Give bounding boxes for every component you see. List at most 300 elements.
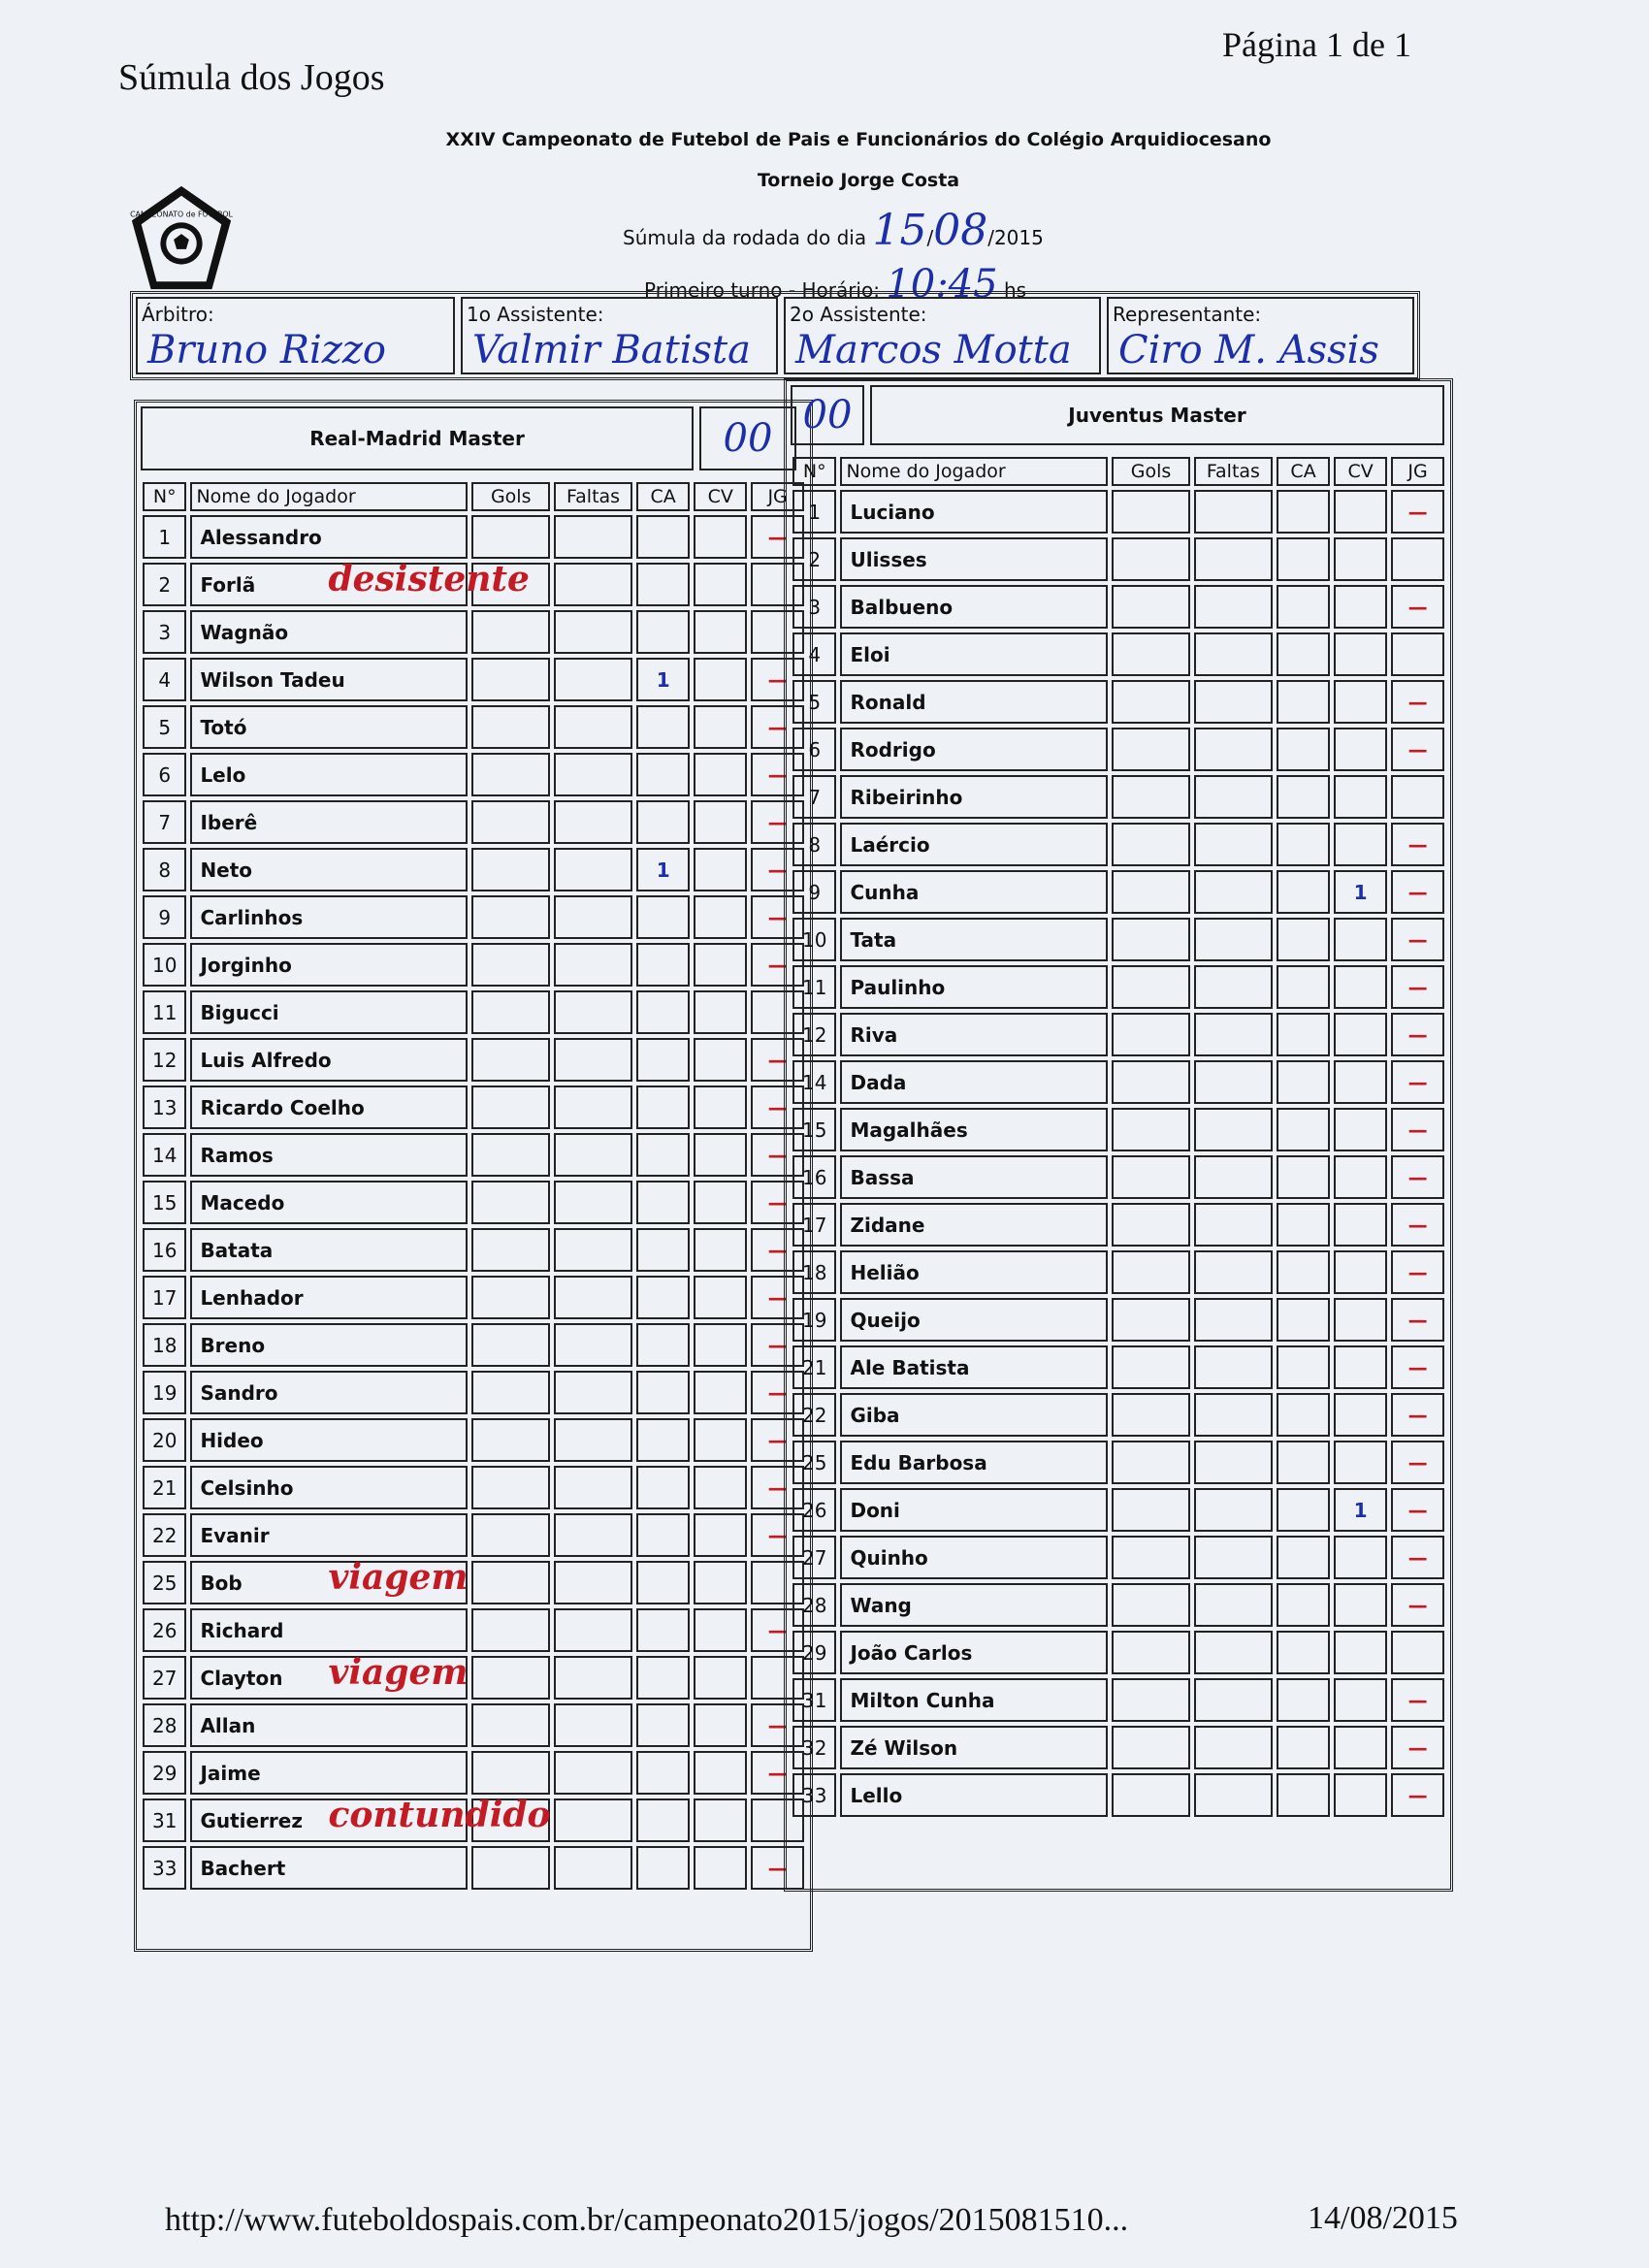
player-red-card [1334, 1441, 1387, 1484]
col-fouls: Faltas [554, 482, 632, 511]
player-note: viagem [328, 1652, 469, 1693]
roster-header [143, 482, 804, 511]
player-name: Lelo [200, 762, 246, 787]
player-row [792, 1298, 1444, 1342]
player-name-cell [840, 1583, 1108, 1627]
player-row [143, 1181, 804, 1224]
player-name: Macedo [200, 1190, 285, 1215]
player-number: 28 [792, 1583, 836, 1627]
player-played-mark: — [751, 705, 804, 749]
logo-text: CAMPEONATO de FUTEBOL [130, 210, 233, 219]
player-name-cell [840, 680, 1108, 724]
player-yellow-card [1277, 585, 1330, 629]
player-row [143, 1608, 804, 1652]
player-red-card [1334, 1678, 1387, 1722]
player-yellow-card [636, 895, 690, 939]
player-goals [1112, 490, 1190, 534]
player-name-cell [190, 1085, 468, 1129]
player-number: 1 [792, 490, 836, 534]
player-fouls [554, 1751, 632, 1795]
player-number: 17 [792, 1203, 836, 1247]
player-row [143, 1228, 804, 1272]
player-yellow-card [636, 1085, 690, 1129]
player-goals [1112, 918, 1190, 961]
player-number: 7 [792, 775, 836, 819]
player-played-mark: — [1391, 1583, 1444, 1627]
col-fouls: Faltas [1194, 457, 1273, 486]
col-player-name: Nome do Jogador [840, 457, 1108, 486]
player-name-cell [190, 895, 468, 939]
player-number: 18 [143, 1323, 186, 1367]
player-goals [1112, 1060, 1190, 1104]
player-name: Paulinho [850, 975, 946, 999]
player-name: Ricardo Coelho [200, 1095, 365, 1119]
player-played-mark: — [1391, 870, 1444, 914]
player-note: contundido [328, 1795, 551, 1835]
player-name: Bob [200, 1571, 242, 1595]
player-played-mark: — [1391, 1441, 1444, 1484]
player-name-cell [190, 1513, 468, 1557]
player-name-cell [190, 658, 468, 701]
player-goals [471, 800, 549, 844]
player-red-card [1334, 918, 1387, 961]
player-goals [1112, 1631, 1190, 1674]
player-goals [1112, 1345, 1190, 1389]
player-red-card [1334, 823, 1387, 866]
player-name: Sandro [200, 1380, 278, 1405]
date-prefix: Súmula da rodada do dia [623, 226, 867, 249]
player-red-card [694, 705, 747, 749]
player-fouls [554, 515, 632, 559]
player-red-card [694, 1513, 747, 1557]
footer-print-date: 14/08/2015 [1308, 2200, 1458, 2236]
player-goals [1112, 1013, 1190, 1056]
player-yellow-card [1277, 965, 1330, 1009]
time-value: 10:45 [886, 262, 998, 307]
player-number: 7 [143, 800, 186, 844]
player-red-card [1334, 1773, 1387, 1817]
player-number: 5 [792, 680, 836, 724]
player-name-cell [190, 1418, 468, 1462]
player-yellow-card [1277, 1013, 1330, 1056]
player-fouls [554, 1181, 632, 1224]
player-goals [1112, 1108, 1190, 1151]
player-goals [471, 1466, 549, 1509]
player-fouls [554, 610, 632, 654]
player-fouls [1194, 1060, 1273, 1104]
player-goals [1112, 1678, 1190, 1722]
player-fouls [554, 943, 632, 987]
page-number: Página 1 de 1 [1222, 25, 1411, 64]
player-number: 3 [792, 585, 836, 629]
player-yellow-card [636, 1608, 690, 1652]
footer-url: http://www.futeboldospais.com.br/campeonato2015/jogos/2015081510... [165, 2202, 1129, 2238]
team-right-panel [784, 378, 1453, 1892]
player-row [143, 1133, 804, 1177]
player-fouls [554, 1323, 632, 1367]
col-red-card: CV [1334, 457, 1387, 486]
player-name: Zé Wilson [850, 1735, 958, 1760]
player-name: Riva [850, 1022, 898, 1047]
player-red-card [694, 515, 747, 559]
date-month: 08 [933, 206, 988, 255]
player-yellow-card [1277, 1583, 1330, 1627]
player-row [143, 1466, 804, 1509]
player-name: Helião [850, 1260, 920, 1284]
player-name: Edu Barbosa [850, 1450, 987, 1474]
player-name-cell [190, 1228, 468, 1272]
player-name: Milton Cunha [850, 1688, 995, 1712]
time-prefix: Primeiro turno - Horário: [644, 278, 880, 302]
player-fouls [1194, 1536, 1273, 1579]
player-goals [1112, 1583, 1190, 1627]
player-number: 31 [792, 1678, 836, 1722]
player-number: 13 [143, 1085, 186, 1129]
player-goals [1112, 775, 1190, 819]
player-goals [471, 610, 549, 654]
player-row [143, 943, 804, 987]
player-number: 18 [792, 1250, 836, 1294]
player-name-cell [190, 1652, 469, 1700]
player-fouls [554, 1561, 632, 1604]
player-yellow-card [636, 800, 690, 844]
player-number: 25 [143, 1561, 186, 1604]
assistant1-name: Valmir Batista [471, 328, 751, 373]
player-fouls [1194, 1298, 1273, 1342]
player-name-cell [840, 1678, 1108, 1722]
player-number: 21 [143, 1466, 186, 1509]
player-row [792, 1631, 1444, 1674]
player-note: desistente [328, 559, 530, 599]
player-played-mark [1391, 1631, 1444, 1674]
col-number: N° [143, 482, 186, 511]
player-row [792, 728, 1444, 771]
player-name: Clayton [200, 1666, 283, 1690]
player-goals [1112, 1726, 1190, 1769]
player-name-cell [840, 585, 1108, 629]
date-day: 15 [872, 206, 927, 255]
player-yellow-card [1277, 1631, 1330, 1674]
player-fouls [554, 990, 632, 1034]
player-number: 29 [792, 1631, 836, 1674]
player-played-mark: — [751, 1228, 804, 1272]
player-number: 8 [143, 848, 186, 891]
player-name-cell [190, 1751, 468, 1795]
player-played-mark: — [1391, 1298, 1444, 1342]
player-red-card [1334, 1108, 1387, 1151]
player-name: Ribeirinho [850, 785, 963, 809]
player-fouls [554, 1085, 632, 1129]
player-name: Bassa [850, 1165, 915, 1189]
player-yellow-card [1277, 1393, 1330, 1437]
player-goals [471, 895, 549, 939]
col-played: JG [751, 482, 804, 511]
player-red-card [694, 1846, 747, 1890]
player-yellow-card [636, 1561, 690, 1604]
player-name-cell [190, 800, 468, 844]
player-red-card [694, 895, 747, 939]
player-red-card: 1 [1334, 1488, 1387, 1532]
player-fouls [1194, 1726, 1273, 1769]
player-goals [1112, 870, 1190, 914]
player-name: Breno [200, 1333, 266, 1357]
assistant2-label: 2o Assistente: [789, 303, 927, 326]
player-name-cell [840, 1536, 1108, 1579]
player-yellow-card [1277, 1203, 1330, 1247]
player-fouls [1194, 1108, 1273, 1151]
player-number: 11 [143, 990, 186, 1034]
player-fouls [554, 895, 632, 939]
player-goals [1112, 632, 1190, 676]
player-red-card: 1 [1334, 870, 1387, 914]
player-name-cell [840, 632, 1108, 676]
player-red-card [1334, 537, 1387, 581]
player-number: 3 [143, 610, 186, 654]
player-number: 19 [143, 1371, 186, 1414]
referee-cell [136, 297, 455, 374]
player-yellow-card [636, 1133, 690, 1177]
player-red-card [1334, 1155, 1387, 1199]
player-yellow-card [636, 1371, 690, 1414]
player-row [792, 1488, 1444, 1532]
player-name: Bigucci [200, 1000, 279, 1024]
player-fouls [554, 1276, 632, 1319]
representative-cell [1107, 297, 1414, 374]
player-row [792, 1536, 1444, 1579]
player-fouls [1194, 1203, 1273, 1247]
player-goals [471, 990, 549, 1034]
player-fouls [554, 1038, 632, 1082]
player-number: 8 [792, 823, 836, 866]
player-goals [1112, 537, 1190, 581]
player-name: Dada [850, 1070, 907, 1094]
player-row [792, 965, 1444, 1009]
player-name: Neto [200, 858, 253, 882]
player-yellow-card [1277, 823, 1330, 866]
player-yellow-card [636, 1228, 690, 1272]
player-name-cell [190, 559, 530, 606]
player-row [143, 658, 804, 701]
player-played-mark: — [751, 1133, 804, 1177]
player-red-card [1334, 680, 1387, 724]
player-yellow-card [636, 1181, 690, 1224]
player-name-cell [190, 1323, 468, 1367]
player-name-cell [840, 1631, 1108, 1674]
player-name: João Carlos [850, 1640, 973, 1665]
team-left-score: 00 [699, 406, 796, 470]
team-left-roster [139, 478, 808, 1894]
player-row [792, 1726, 1444, 1769]
player-name-cell [190, 610, 468, 654]
player-name-cell [190, 1466, 468, 1509]
player-row [792, 1345, 1444, 1389]
player-played-mark: — [751, 1038, 804, 1082]
player-fouls [1194, 1441, 1273, 1484]
player-name-cell [190, 1557, 469, 1604]
player-fouls [1194, 1013, 1273, 1056]
team-right-score: 00 [791, 385, 864, 445]
player-played-mark: — [1391, 1536, 1444, 1579]
player-red-card [1334, 1345, 1387, 1389]
player-yellow-card [1277, 680, 1330, 724]
player-fouls [1194, 918, 1273, 961]
player-yellow-card [1277, 1298, 1330, 1342]
player-fouls [1194, 1583, 1273, 1627]
player-row [143, 1276, 804, 1319]
representative-name: Ciro M. Assis [1117, 328, 1379, 373]
player-yellow-card [636, 990, 690, 1034]
player-played-mark: — [1391, 1678, 1444, 1722]
player-red-card [1334, 1013, 1387, 1056]
player-fouls [1194, 1488, 1273, 1532]
player-number: 27 [143, 1656, 186, 1700]
player-name-cell [190, 753, 468, 796]
player-row [143, 895, 804, 939]
player-red-card [694, 1133, 747, 1177]
player-number: 31 [143, 1798, 186, 1842]
player-name-cell [840, 1203, 1108, 1247]
player-number: 14 [143, 1133, 186, 1177]
player-played-mark: — [751, 800, 804, 844]
player-row [143, 753, 804, 796]
player-row [792, 585, 1444, 629]
tournament-title: Torneio Jorge Costa [757, 170, 960, 191]
player-red-card [694, 1466, 747, 1509]
player-played-mark: — [1391, 918, 1444, 961]
player-goals [471, 1228, 549, 1272]
player-red-card [1334, 1536, 1387, 1579]
player-goals [1112, 1773, 1190, 1817]
player-row [143, 1038, 804, 1082]
player-red-card [694, 1751, 747, 1795]
player-yellow-card [1277, 1678, 1330, 1722]
player-played-mark: — [1391, 1773, 1444, 1817]
player-row [143, 515, 804, 559]
player-number: 26 [143, 1608, 186, 1652]
player-name: Ale Batista [850, 1355, 970, 1379]
player-played-mark: — [751, 1418, 804, 1462]
player-name-cell [190, 1703, 468, 1747]
player-number: 27 [792, 1536, 836, 1579]
player-row [143, 1323, 804, 1367]
officials-box [130, 291, 1420, 380]
player-fouls [554, 1371, 632, 1414]
player-goals [471, 1133, 549, 1177]
player-played-mark: — [1391, 1726, 1444, 1769]
player-red-card [694, 610, 747, 654]
player-goals [471, 848, 549, 891]
player-name: Quinho [850, 1545, 928, 1570]
player-goals [471, 1181, 549, 1224]
player-name: Cunha [850, 880, 920, 904]
player-goals [1112, 1155, 1190, 1199]
player-goals [471, 1371, 549, 1414]
player-row [143, 563, 804, 606]
player-row [143, 1085, 804, 1129]
player-goals [471, 1608, 549, 1652]
player-name-cell [190, 943, 468, 987]
player-yellow-card [636, 1656, 690, 1700]
player-red-card [1334, 1203, 1387, 1247]
player-name: Eloi [850, 642, 890, 666]
player-played-mark: — [751, 1751, 804, 1795]
player-name: Lello [850, 1783, 903, 1807]
player-name-cell [190, 1608, 468, 1652]
col-red-card: CV [694, 482, 747, 511]
player-number: 2 [792, 537, 836, 581]
player-name: Richard [200, 1618, 284, 1642]
player-goals [1112, 1536, 1190, 1579]
player-red-card [1334, 965, 1387, 1009]
player-yellow-card [1277, 632, 1330, 676]
player-fouls [554, 705, 632, 749]
player-name: Zidane [850, 1213, 925, 1237]
player-number: 26 [792, 1488, 836, 1532]
player-yellow-card: 1 [636, 658, 690, 701]
player-yellow-card [636, 1418, 690, 1462]
player-played-mark: — [1391, 823, 1444, 866]
player-played-mark: — [751, 1466, 804, 1509]
player-fouls [1194, 632, 1273, 676]
player-row [143, 1751, 804, 1795]
player-goals [471, 1561, 549, 1604]
player-played-mark: — [751, 753, 804, 796]
col-player-name: Nome do Jogador [190, 482, 468, 511]
player-number: 1 [143, 515, 186, 559]
player-fouls [1194, 1345, 1273, 1389]
player-goals [471, 1038, 549, 1082]
player-name: Batata [200, 1238, 274, 1262]
player-row [792, 1155, 1444, 1199]
player-row [143, 1418, 804, 1462]
player-row [792, 1441, 1444, 1484]
player-goals [1112, 965, 1190, 1009]
player-fouls [1194, 1773, 1273, 1817]
player-red-card [694, 1323, 747, 1367]
player-name-cell [190, 1846, 468, 1890]
player-goals [471, 1846, 549, 1890]
player-fouls [1194, 1678, 1273, 1722]
player-red-card [1334, 775, 1387, 819]
player-row [143, 848, 804, 891]
player-number: 25 [792, 1441, 836, 1484]
player-number: 15 [143, 1181, 186, 1224]
player-name-cell [190, 1181, 468, 1224]
player-red-card [1334, 1393, 1387, 1437]
player-yellow-card [1277, 1345, 1330, 1389]
player-played-mark: — [751, 1371, 804, 1414]
player-name-cell [840, 965, 1108, 1009]
player-goals [471, 1276, 549, 1319]
player-fouls [554, 1798, 632, 1842]
player-played-mark: — [751, 1181, 804, 1224]
player-name-cell [190, 1276, 468, 1319]
player-name: Wang [850, 1593, 912, 1617]
player-row [792, 775, 1444, 819]
player-number: 21 [792, 1345, 836, 1389]
player-goals [471, 1513, 549, 1557]
player-red-card [694, 990, 747, 1034]
player-goals [471, 1323, 549, 1367]
player-yellow-card [636, 705, 690, 749]
player-name-cell [840, 1060, 1108, 1104]
player-fouls [554, 658, 632, 701]
player-yellow-card [1277, 1155, 1330, 1199]
player-fouls [1194, 728, 1273, 771]
player-played-mark: — [751, 1085, 804, 1129]
assistant1-label: 1o Assistente: [466, 303, 604, 326]
player-goals [471, 1418, 549, 1462]
